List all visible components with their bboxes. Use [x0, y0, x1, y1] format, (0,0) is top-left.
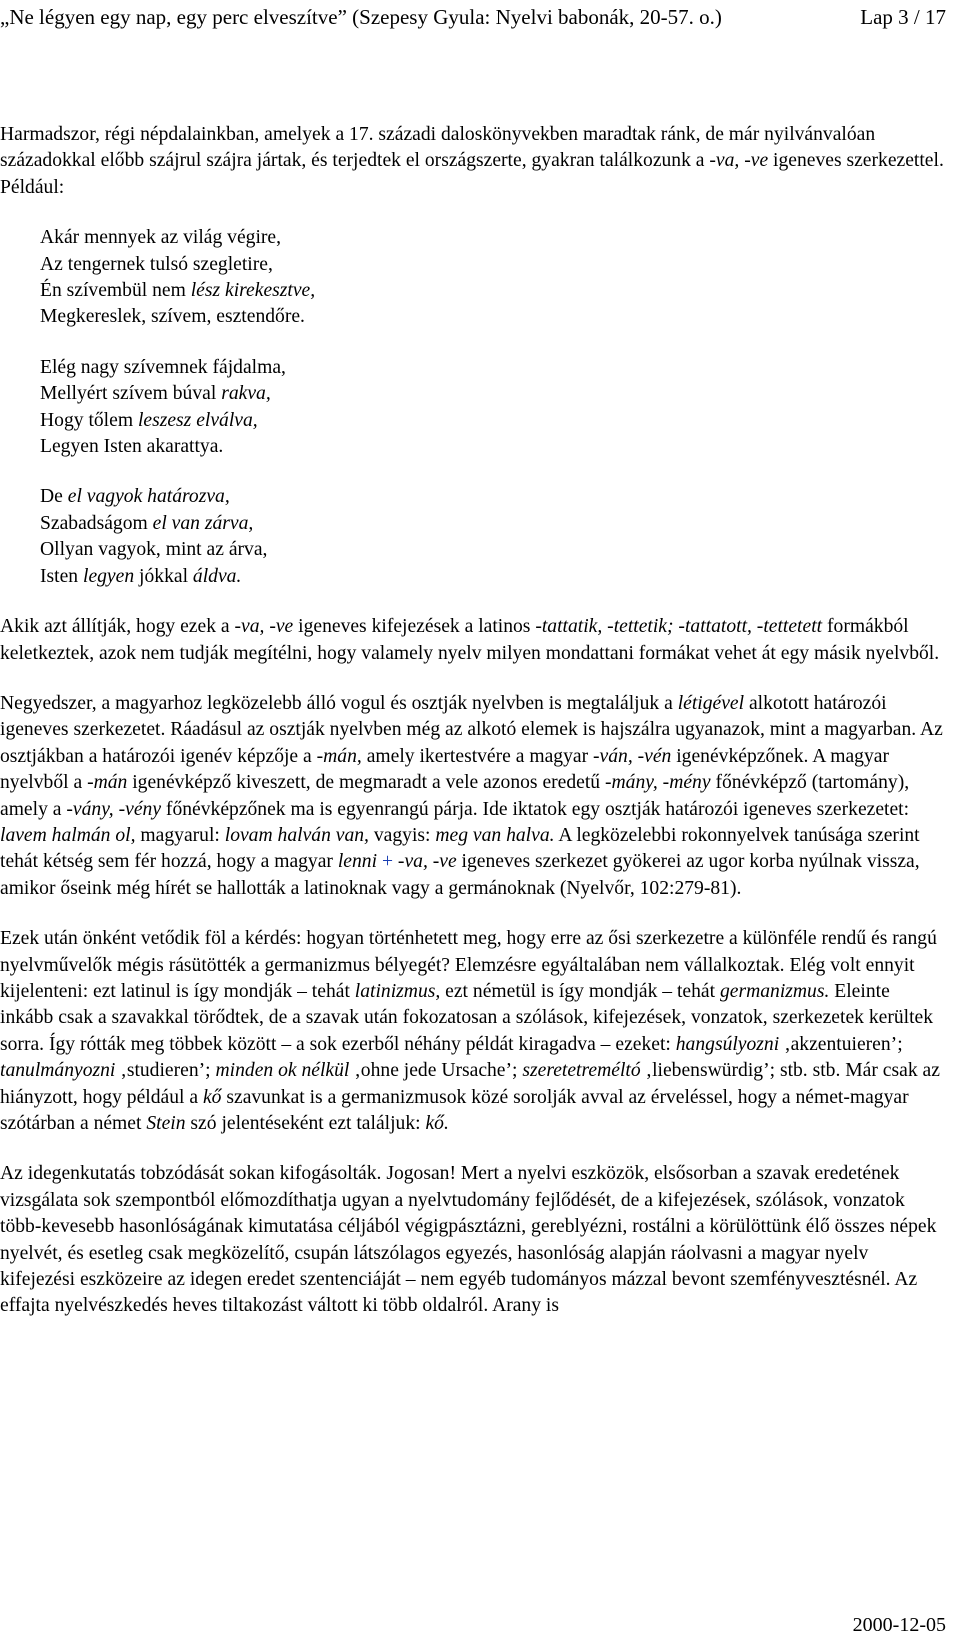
- italic-text: -tattatik, -tettetik; -tattatott, -tettetett: [535, 616, 823, 638]
- text-run: igenévképző kiveszett, de megmaradt a vele azonos eredetű: [127, 772, 605, 794]
- text-run: Megkereslek, szívem, esztendőre.: [40, 306, 305, 328]
- italic-text: lavem halmán ol,: [0, 824, 136, 846]
- text-run: +: [381, 851, 394, 873]
- italic-text: -mány, -mény: [605, 772, 711, 794]
- text-run: Szabadságom: [40, 512, 153, 534]
- text-run: ‚liebenswürdig’; stb. stb. Már csak az hiányzott, hogy például a: [0, 1060, 940, 1108]
- text-run: ezt németül is így mondják – tehát: [440, 980, 720, 1002]
- text-run: igeneves szerkezettel. Például:: [0, 150, 944, 198]
- text-run: Mellyért szívem búval: [40, 383, 222, 405]
- text-run: igeneves szerkezet gyökerei az ugor korba nyúlnak vissza, amikor őseink még hírét se hallották a latinoknak vagy a germánoknak (Nyelvőr, 102:279-81).: [0, 851, 920, 899]
- text-run: magyarul:: [135, 824, 225, 846]
- text-run: vagyis:: [368, 824, 436, 846]
- poem-stanza: [40, 484, 946, 590]
- text-run: igenévképzőnek. A magyar nyelvből a: [0, 745, 889, 794]
- text-run: ‚ohne jede Ursache’;: [349, 1060, 523, 1082]
- italic-text: el van zárva,: [152, 512, 254, 534]
- paragraph: [0, 1161, 946, 1319]
- italic-text: -va, -ve: [234, 616, 294, 638]
- document-body: [0, 122, 946, 1344]
- text-run: Isten: [40, 565, 83, 587]
- italic-text: hangsúlyozni: [675, 1033, 780, 1055]
- text-run: jókkal: [134, 565, 193, 587]
- poem-line: [40, 511, 946, 537]
- paragraph: [0, 691, 946, 902]
- text-run: Akik azt állítják, hogy ezek a: [0, 616, 235, 638]
- paragraph: [0, 926, 946, 1137]
- italic-text: lenni: [337, 851, 378, 873]
- intro-section: [0, 122, 946, 201]
- text-run: főnévképző (tartomány), amely a: [0, 772, 910, 820]
- text-run: szavunkat is a germanizmusok közé sorolják avval az érveléssel, hogy a német-magyar szótárban a német: [0, 1086, 909, 1134]
- poem-line: [40, 434, 946, 460]
- italic-text: áldva.: [192, 565, 242, 587]
- text-run: Én szívembül nem: [40, 280, 191, 302]
- poem-line: [40, 225, 946, 251]
- italic-text: -ván, -vén: [593, 745, 672, 767]
- poem-line: [40, 278, 946, 304]
- italic-text: lovam halván van,: [224, 824, 369, 846]
- italic-text: minden ok nélkül: [215, 1060, 350, 1082]
- text-run: Negyedszer, a magyarhoz legközelebb álló vogul és osztják nyelvben is megtaláljuk a: [0, 692, 678, 714]
- italic-text: -mán: [87, 772, 128, 794]
- poem-line: [40, 252, 946, 278]
- paragraph: [0, 122, 946, 201]
- footer-date: 2000-12-05: [852, 1614, 946, 1636]
- text-run: szó jelentéseként ezt találjuk:: [185, 1113, 426, 1134]
- page-number: Lap 3 / 17: [860, 5, 946, 29]
- poem-line: [40, 304, 946, 330]
- italic-text: -mán,: [316, 745, 362, 767]
- text-run: Eleinte inkább csak a szavakkal törődtek, de a szavak után fokozatosan a szólások, kifejezések, vonzatok, szerkezetek kerültek sorra. Így rótták meg többek között – a sok ezerből néhány példát kiragadva – ezeket:: [0, 980, 934, 1055]
- italic-text: -va, -ve: [709, 150, 769, 172]
- poem-line: [40, 484, 946, 510]
- italic-text: kő.: [425, 1113, 449, 1134]
- italic-text: rakva,: [221, 383, 271, 405]
- text-run: formákból keletkeztek, azok nem tudják megítélni, hogy valamely nyelv milyen mondattani formákat vehet át egy másik nyelvből.: [0, 616, 940, 664]
- text-run: Ollyan vagyok, mint az árva,: [40, 539, 268, 561]
- poem-line: [40, 564, 946, 590]
- poem-stanza: [40, 355, 946, 461]
- text-run: Legyen Isten akarattya.: [40, 436, 224, 458]
- italic-text: lész kirekesztve,: [190, 280, 316, 302]
- header-title: „Ne légyen egy nap, egy perc elveszítve” (Szepesy Gyula: Nyelvi babonák, 20-57. o.): [0, 5, 722, 29]
- italic-text: meg van halva.: [435, 824, 555, 846]
- poem-line: [40, 355, 946, 381]
- italic-text: létigével: [677, 692, 745, 714]
- text-run: Az tengernek tulsó szegletire,: [40, 253, 273, 275]
- poem: [0, 225, 946, 590]
- text-run: Akár mennyek az világ végire,: [40, 227, 282, 249]
- text-run: alkotott határozói igeneves szerkezetet. Ráadásul az osztják nyelvben még az alkotó elemek is hajszálra ugyanazok, mint a magyarban. Az osztjákban a határozói igenév képzője a: [0, 692, 943, 767]
- italic-text: kő: [202, 1086, 222, 1108]
- poem-line: [40, 408, 946, 434]
- text-run: A legközelebbi rokonnyelvek tanúsága szerint tehát kétség sem fér hozzá, hogy a magyar: [0, 824, 920, 873]
- italic-text: -vány, -vény: [66, 798, 162, 820]
- text-run: ‚akzentuieren’;: [779, 1033, 903, 1055]
- poem-line: [40, 537, 946, 563]
- italic-text: Stein: [146, 1113, 186, 1134]
- text-run: Harmadszor, régi népdalainkban, amelyek a 17. századi daloskönyvekben maradtak ránk, de már nyilvánvalóan századokkal előbb szájrul szájra jártak, és terjedtek el országszerte, gyakran találkozunk a: [0, 124, 876, 172]
- text-run: Ezek után önként vetődik föl a kérdés: hogyan történhetett meg, hogy erre az ősi szerkezetre a különféle rendű és rangú nyelvművelők mégis rásütötték a germanizmus bélyegét? Elemzésre egyáltalában nem vállalkoztak. Elég volt ennyit kijelenteni: ezt latinul is így mondják – tehát: [0, 928, 937, 1002]
- italic-text: leszesz elválva,: [137, 409, 258, 431]
- poem-line: [40, 381, 946, 407]
- text-run: amely ikertestvére a magyar: [361, 745, 593, 767]
- italic-text: tanulmányozni: [0, 1060, 116, 1082]
- text-run: Elég nagy szívemnek fájdalma,: [40, 356, 286, 378]
- italic-text: germanizmus.: [719, 980, 830, 1002]
- italic-text: -va, -ve: [397, 851, 457, 873]
- text-run: De: [40, 486, 68, 508]
- text-run: Hogy tőlem: [40, 409, 138, 431]
- paragraph: [0, 614, 946, 667]
- text-run: igeneves kifejezések a latinos: [293, 616, 536, 638]
- text-run: Az idegenkutatás tobzódását sokan kifogásolták. Jogosan! Mert a nyelvi eszközök, elsősorban a szavak eredetének vizsgálata sok szempontból előmozdíthatja ugyan a nyelvtudomány fejlődését, de a kifejezések, szólások, vonzatok több-kevesebb hasonlóságának kimutatása céljából végigpásztázni, gereblyézni, rostálni a körülöttünk élő összes népek nyelvét, és esetleg csak megközelítő, csupán látszólagos egyezés, hasonlóság alapján ráolvasni a magyar nyelv kifejezési eszközeire az idegen eredet szentenciáját – nem egyéb tudományos mázzal bevont szemfényvesztésnél. Az effajta nyelvészkedés heves tiltakozást váltott ki több oldalról. Arany is: [0, 1163, 937, 1317]
- italic-text: szeretetreméltó: [522, 1060, 641, 1082]
- page-header: [0, 4, 960, 32]
- text-run: főnévképzőnek ma is egyenrangú párja. Ide iktatok egy osztják határozói igeneves szerkezetet:: [161, 798, 910, 820]
- italic-text: legyen: [83, 565, 135, 587]
- italic-text: latinizmus,: [354, 980, 441, 1002]
- text-run: ‚studieren’;: [115, 1060, 216, 1082]
- italic-text: el vagyok határozva,: [67, 486, 230, 508]
- poem-stanza: [40, 225, 946, 331]
- body-section: [0, 614, 946, 1320]
